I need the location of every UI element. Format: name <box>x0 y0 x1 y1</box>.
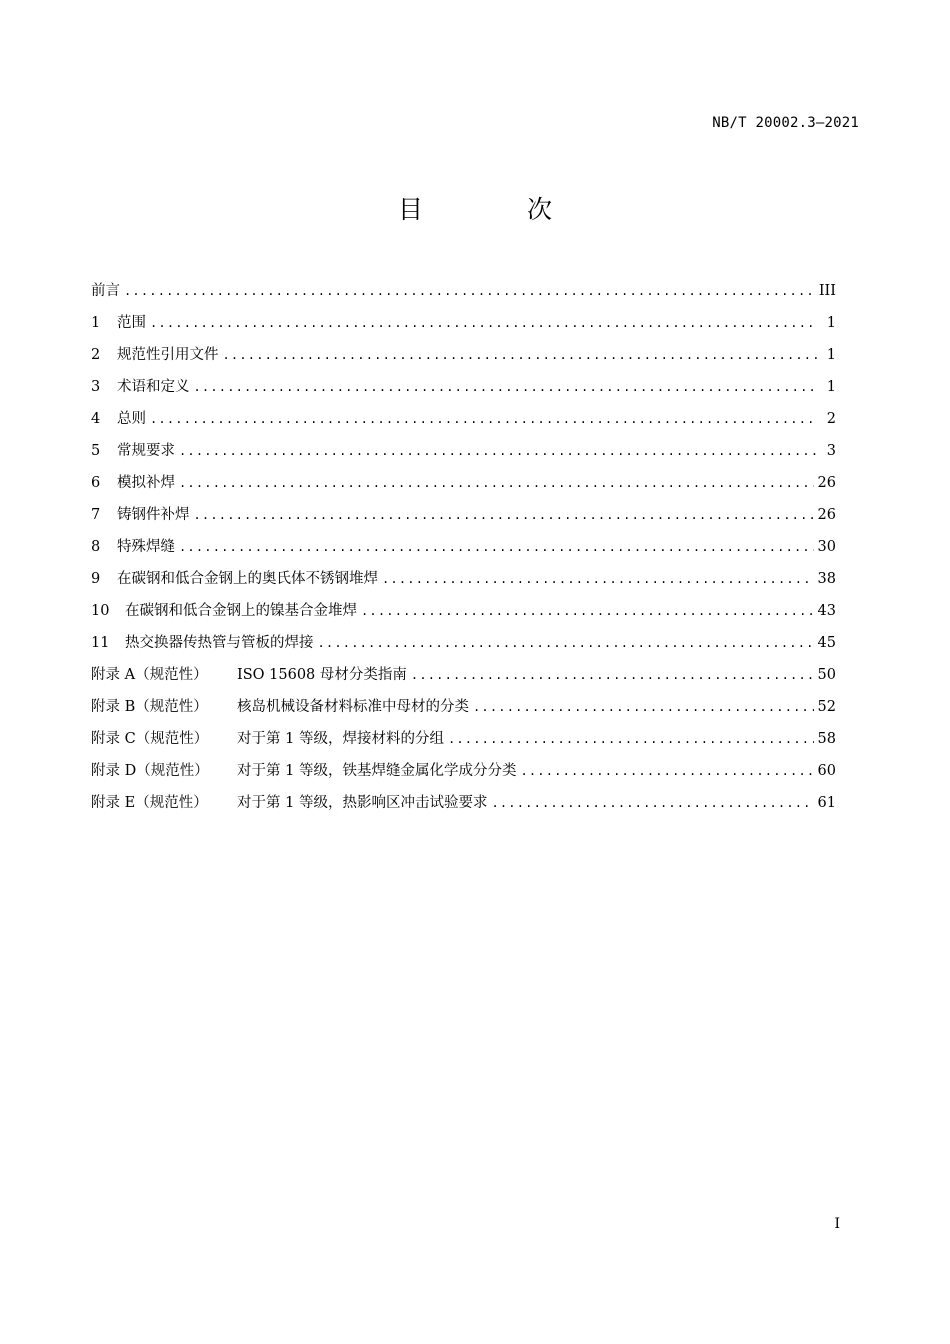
toc-entry-number: 附录 E（规范性） <box>91 795 208 811</box>
toc-entry-3[interactable] <box>91 376 836 408</box>
toc-entry-8[interactable] <box>91 536 836 568</box>
toc-entry-9[interactable] <box>91 568 836 600</box>
toc-entry-page: 58 <box>817 731 836 747</box>
toc-entry-page: 1 <box>826 315 836 331</box>
toc-leader-dots <box>473 696 814 718</box>
toc-leader-dots <box>491 792 813 814</box>
toc-entry-label-group <box>91 664 407 686</box>
toc-entry-number: 10 <box>91 603 110 619</box>
toc-entry-label: 热交换器传热管与管板的焊接 <box>125 635 314 651</box>
toc-entry-label: 术语和定义 <box>117 379 190 395</box>
toc-entry-label-group <box>91 632 314 654</box>
toc-entry-label: 核岛机械设备材料标准中母材的分类 <box>237 699 469 715</box>
toc-entry-page: 26 <box>817 475 836 491</box>
toc-entry-page: 60 <box>817 763 836 779</box>
toc-entry-page: 45 <box>817 635 836 651</box>
toc-entry-page: 26 <box>817 507 836 523</box>
toc-entry-label: 前言 <box>91 283 120 299</box>
toc-entry-number: 7 <box>91 507 101 523</box>
toc-entry-label-group <box>91 344 219 366</box>
toc-entry-6[interactable] <box>91 472 836 504</box>
toc-entry-number: 附录 C（规范性） <box>91 731 209 747</box>
toc-entry-page: 1 <box>826 379 836 395</box>
toc-entry-number: 3 <box>91 379 101 395</box>
toc-leader-dots <box>150 408 818 430</box>
toc-entry-number: 附录 A（规范性） <box>91 667 208 683</box>
toc-leader-dots <box>179 472 814 494</box>
toc-entry-label: 特殊焊缝 <box>117 539 175 555</box>
toc-entry-label-group <box>91 408 146 430</box>
table-of-contents <box>91 280 836 824</box>
toc-entry-label: 模拟补焊 <box>117 475 175 491</box>
toc-entry-label: ISO 15608 母材分类指南 <box>237 667 407 683</box>
toc-entry-label: 对于第 1 等级，铁基焊缝金属化学成分分类 <box>237 763 517 779</box>
toc-entry-number: 9 <box>91 571 101 587</box>
toc-leader-dots <box>124 280 815 302</box>
toc-entry-number: 6 <box>91 475 101 491</box>
toc-entry-label-group <box>91 312 146 334</box>
toc-entry-4[interactable] <box>91 408 836 440</box>
toc-leader-dots <box>179 440 818 462</box>
toc-entry-page: 38 <box>817 571 836 587</box>
toc-entry-appendix-b[interactable] <box>91 696 836 728</box>
toc-entry-preface[interactable] <box>91 280 836 312</box>
toc-entry-number: 8 <box>91 539 101 555</box>
toc-entry-page: 50 <box>817 667 836 683</box>
standard-code: NB/T 20002.3—2021 <box>712 115 859 131</box>
toc-leader-dots <box>223 344 819 366</box>
toc-entry-label-group <box>91 504 190 526</box>
page-title: 目 次 <box>398 195 600 224</box>
toc-entry-appendix-d[interactable] <box>91 760 836 792</box>
toc-entry-page: III <box>818 283 836 299</box>
toc-entry-label-group <box>91 792 487 814</box>
toc-entry-7[interactable] <box>91 504 836 536</box>
toc-entry-page: 43 <box>817 603 836 619</box>
toc-entry-label: 范围 <box>117 315 146 331</box>
toc-entry-label-group <box>91 728 444 750</box>
toc-leader-dots <box>520 760 813 782</box>
toc-entry-number: 5 <box>91 443 101 459</box>
toc-entry-label: 在碳钢和低合金钢上的奥氏体不锈钢堆焊 <box>117 571 378 587</box>
toc-entry-label: 铸钢件补焊 <box>117 507 190 523</box>
toc-entry-number: 2 <box>91 347 101 363</box>
toc-leader-dots <box>194 504 814 526</box>
toc-entry-5[interactable] <box>91 440 836 472</box>
toc-leader-dots <box>150 312 818 334</box>
toc-entry-number: 附录 B（规范性） <box>91 699 208 715</box>
toc-entry-number: 11 <box>91 635 110 651</box>
toc-entry-page: 52 <box>817 699 836 715</box>
toc-leader-dots <box>179 536 814 558</box>
toc-leader-dots <box>194 376 819 398</box>
toc-entry-number: 4 <box>91 411 101 427</box>
toc-entry-label-group <box>91 536 175 558</box>
toc-entry-page: 3 <box>826 443 836 459</box>
toc-leader-dots <box>448 728 814 750</box>
toc-entry-label-group <box>91 568 378 590</box>
toc-entry-label: 对于第 1 等级，焊接材料的分组 <box>237 731 444 747</box>
toc-leader-dots <box>318 632 814 654</box>
toc-entry-page: 61 <box>817 795 836 811</box>
toc-leader-dots <box>411 664 814 686</box>
toc-entry-number: 附录 D（规范性） <box>91 763 209 779</box>
toc-entry-1[interactable] <box>91 312 836 344</box>
toc-entry-10[interactable] <box>91 600 836 632</box>
toc-entry-page: 1 <box>826 347 836 363</box>
toc-entry-page: 2 <box>826 411 836 427</box>
toc-entry-page: 30 <box>817 539 836 555</box>
page-number: I <box>834 1216 840 1232</box>
toc-entry-label: 规范性引用文件 <box>117 347 219 363</box>
toc-entry-label-group <box>91 600 357 622</box>
toc-leader-dots <box>382 568 814 590</box>
toc-entry-2[interactable] <box>91 344 836 376</box>
toc-entry-label-group <box>91 376 190 398</box>
toc-entry-11[interactable] <box>91 632 836 664</box>
toc-entry-label: 常规要求 <box>117 443 175 459</box>
toc-leader-dots <box>361 600 814 622</box>
toc-entry-label: 总则 <box>117 411 146 427</box>
toc-entry-label-group <box>91 280 120 302</box>
toc-entry-label-group <box>91 696 469 718</box>
toc-entry-label: 在碳钢和低合金钢上的镍基合金堆焊 <box>125 603 357 619</box>
toc-entry-appendix-c[interactable] <box>91 728 836 760</box>
toc-entry-appendix-e[interactable] <box>91 792 836 824</box>
toc-entry-label-group <box>91 472 175 494</box>
toc-entry-label-group <box>91 760 516 782</box>
toc-entry-label-group <box>91 440 175 462</box>
toc-entry-number: 1 <box>91 315 101 331</box>
toc-entry-appendix-a[interactable] <box>91 664 836 696</box>
toc-entry-label: 对于第 1 等级，热影响区冲击试验要求 <box>237 795 488 811</box>
